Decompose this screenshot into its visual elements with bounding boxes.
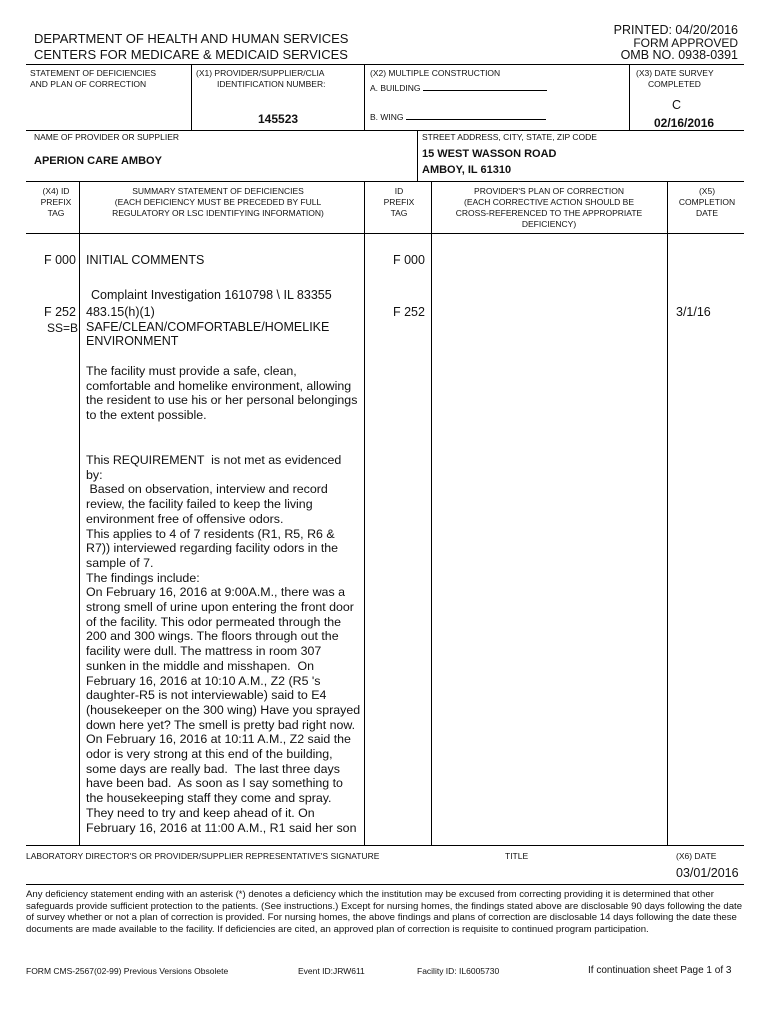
id-header-3: TAG [390,208,408,218]
x5-header-3: DATE [695,208,719,218]
survey-letter: C [672,98,682,112]
findings-line: February 16, 2016 at 11:00 A.M., R1 said her son [86,820,357,835]
x4-header-2: PREFIX [40,197,72,207]
requirement-paragraph: The facility must provide a safe, clean, comfortable and homelike environment, allowing the resident to use his or her personal belongings to the extent possible. [86,364,358,423]
plan-header-1: PROVIDER'S PLAN OF CORRECTION [474,186,624,196]
printed-date: PRINTED: 04/20/2016 [613,23,738,37]
disclaimer-text: Any deficiency statement ending with an asterisk (*) denotes a deficiency which the institution may be excused from correcting providing it is determined that other safeguards provide sufficient protection to the patients. (See instructions.) Except for nursing homes, the findings stated above are disclosable 90 days following the date of survey whether or not a plan of correction is provided. For nursing homes, the above findings and plans of correction are disclosable 14 days following the date these documents are made available to the facility. If deficiencies are cited, an approved plan of correction is requisite to continued program participation. [26,889,743,935]
col-line-1 [79,181,80,845]
tag-f252: F 252 [44,305,76,319]
address-label: STREET ADDRESS, CITY, STATE, ZIP CODE [422,132,597,142]
wing-field [370,112,546,123]
findings-line: some days are really bad. The last three days [86,761,340,776]
findings-line: down here yet? The smell is pretty bad right now. [86,717,356,732]
findings-line: (housekeeper on the 300 wing) Have you sprayed [86,702,361,717]
signature-date-label: (X6) DATE [676,851,717,861]
rule-provider-top [26,130,744,131]
id-header-2: PREFIX [383,197,415,207]
wing-line [406,119,546,120]
findings-line: On February 16, 2016 at 10:11 A.M., Z2 said the [86,732,351,747]
building-label: A. BUILDING [370,83,421,93]
x4-header [39,186,73,219]
findings-line: by: [86,467,103,482]
findings-line: the housekeeping staff they come and spray. [86,791,332,806]
col-line-3 [431,181,432,845]
statement-label-1: STATEMENT OF DEFICIENCIES [30,68,157,78]
rule-columns-top [26,181,744,182]
findings-line: 200 and 300 wings. The floors through out the [86,629,339,644]
provider-name: APERION CARE AMBOY [34,155,162,167]
completion-date: 3/1/16 [676,305,711,319]
x3-label-1: (X3) DATE SURVEY [636,68,714,78]
x1-label-2: IDENTIFICATION NUMBER: [217,79,326,89]
id-header [377,186,421,219]
initial-comments: INITIAL COMMENTS [86,253,205,267]
wing-label: B. WING [370,112,404,122]
page-indicator: If continuation sheet Page 1 of 3 [588,965,732,976]
findings-line: of the facility. This odor permeated through the [86,614,342,629]
signature-label: LABORATORY DIRECTOR'S OR PROVIDER/SUPPLIER REPRESENTATIVE'S SIGNATURE [26,851,380,861]
title-label: TITLE [505,851,529,861]
building-line [423,90,547,91]
plan-tag-f000: F 000 [393,253,425,267]
findings-line: This REQUIREMENT is not met as evidenced [86,453,342,467]
x5-header-1: (X5) [698,186,716,196]
statement-label-2: AND PLAN OF CORRECTION [30,79,147,89]
x1-label-1: (X1) PROVIDER/SUPPLIER/CLIA [196,68,325,78]
findings-line: sunken in the middle and misshapen. On [86,658,314,673]
summary-header [80,186,356,219]
facility-id: Facility ID: IL6005730 [417,966,500,976]
form-number: FORM CMS-2567(02-99) Previous Versions Obsolete [26,966,229,976]
findings-line: R7)) interviewed regarding facility odors in the [86,541,339,556]
rule-top [26,64,744,65]
findings-line: environment free of offensive odors. [86,511,284,526]
plan-header-2: (EACH CORRECTIVE ACTION SHOULD BE [463,197,635,207]
street-address: 15 WEST WASSON ROAD [422,148,557,160]
findings-line: review, the facility failed to keep the living [86,497,313,512]
omb-number: OMB NO. 0938-0391 [620,48,738,62]
department-title: DEPARTMENT OF HEALTH AND HUMAN SERVICES [34,31,349,46]
col-line-2 [364,181,365,845]
scope-severity: SS=B [47,321,79,335]
rule-columns-bottom [26,233,744,234]
divider-x3 [629,64,630,130]
findings-line: Based on observation, interview and record [86,482,328,497]
city-state-zip: AMBOY, IL 61310 [422,164,512,176]
x4-header-1: (X4) ID [42,186,70,196]
provider-id: 145523 [258,112,299,126]
findings-line: strong smell of urine upon entering the front door [86,600,354,615]
rule-signature-bottom [26,884,744,885]
findings-line: facility were dull. The mattress in room 307 [86,644,322,659]
plan-header [436,186,662,230]
findings-line: This applies to 4 of 7 residents (R1, R5, R6 & [86,526,335,541]
findings-line: February 16, 2016 at 10:10 A.M., Z2 (R5 's [86,673,321,688]
form-approved: FORM APPROVED [633,36,738,50]
divider-x1 [191,64,192,130]
findings-line: sample of 7. [86,555,154,570]
findings-line: daughter-R5 is not interviewable) said to E4 [86,688,327,703]
plan-tag-f252: F 252 [393,305,425,319]
findings-block [86,453,362,835]
summary-header-2: (EACH DEFICIENCY MUST BE PRECEDED BY FULL [114,197,322,207]
plan-header-4: DEFICIENCY) [521,219,577,229]
complaint-line: Complaint Investigation 1610798 \ IL 83355 [91,288,332,302]
signature-date: 03/01/2016 [676,866,739,880]
survey-date: 02/16/2016 [654,116,715,130]
x4-header-3: TAG [47,208,65,218]
provider-name-label: NAME OF PROVIDER OR SUPPLIER [34,132,179,142]
findings-line: On February 16, 2016 at 9:00A.M., there was a [86,585,345,600]
x5-header-2: COMPLETION [678,197,736,207]
x5-header [676,186,738,219]
rule-body-bottom [26,845,744,846]
divider-address [417,130,418,181]
summary-header-1: SUMMARY STATEMENT OF DEFICIENCIES [132,186,304,196]
building-field [370,83,547,94]
summary-header-3: REGULATORY OR LSC IDENTIFYING INFORMATION) [112,208,324,218]
plan-header-3: CROSS-REFERENCED TO THE APPROPRIATE [455,208,643,218]
regulation-title-2: ENVIRONMENT [86,334,179,348]
col-line-4 [667,181,668,845]
findings-line: They need to try and keep ahead of it. On [86,805,315,820]
regulation-number: 483.15(h)(1) [86,305,155,319]
event-id: Event ID:JRW611 [298,966,365,976]
divider-x2 [364,64,365,130]
x3-label-2: COMPLETED [648,79,701,89]
regulation-title-1: SAFE/CLEAN/COMFORTABLE/HOMELIKE [86,320,330,334]
x2-label: (X2) MULTIPLE CONSTRUCTION [370,68,501,78]
agency-title: CENTERS FOR MEDICARE & MEDICAID SERVICES [34,47,348,62]
findings-line: odor is very strong at this end of the building, [86,747,333,762]
id-header-1: ID [394,186,404,196]
findings-line: have been bad. As soon as I say something to [86,776,343,791]
findings-line: The findings include: [86,570,200,585]
tag-f000: F 000 [44,253,76,267]
